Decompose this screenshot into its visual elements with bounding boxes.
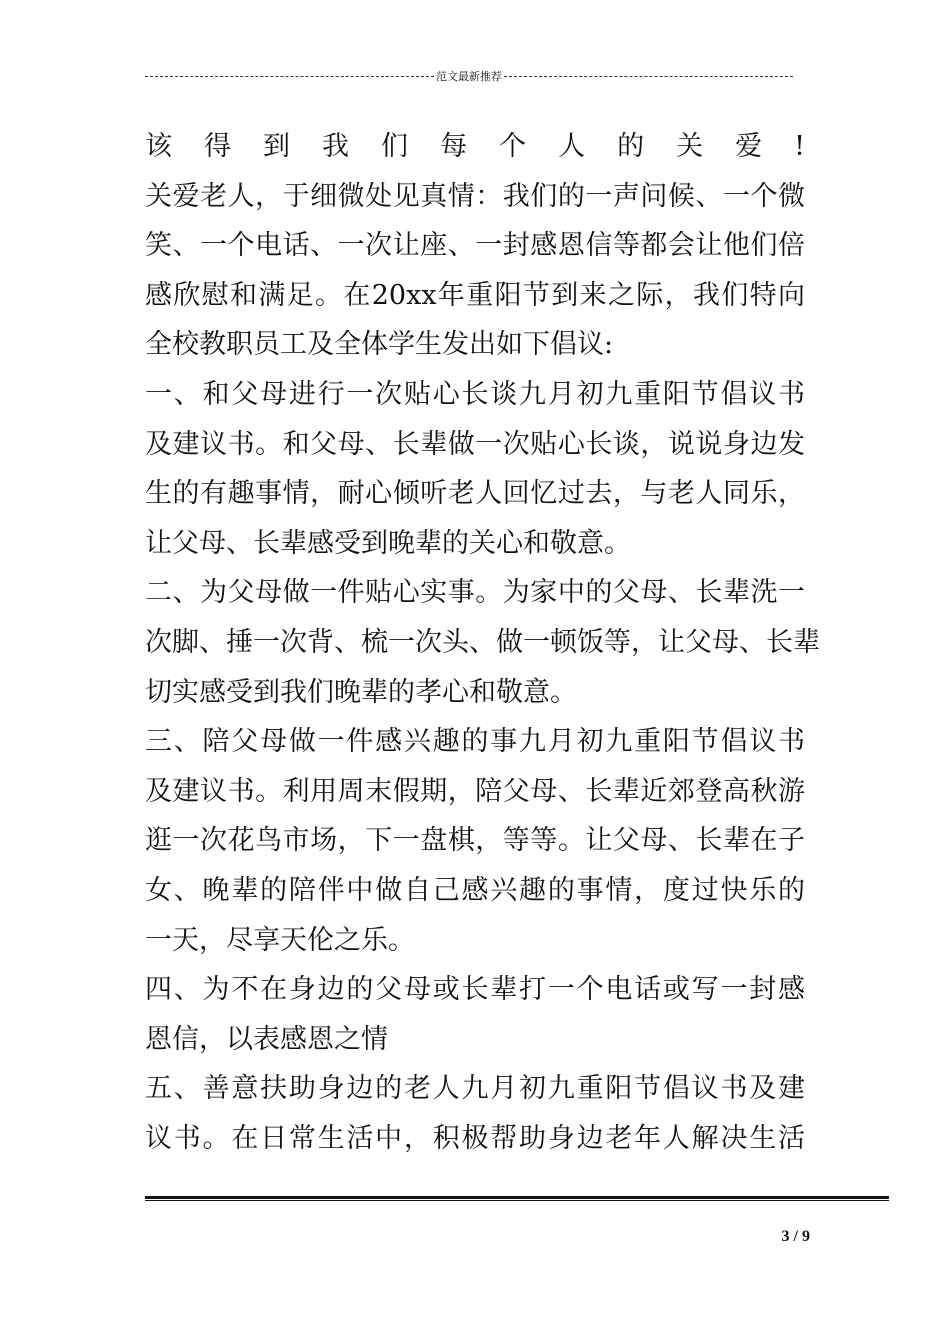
body-line: 一、和父母进行一次贴心长谈九月初九重阳节倡议书 — [145, 378, 805, 410]
body-line: 逛一次花鸟市场，下一盘棋，等等。让父母、长辈在子 — [145, 825, 805, 857]
body-line: 生的有趣事情，耐心倾听老人回忆过去，与老人同乐， — [145, 478, 805, 510]
body-line: 五、善意扶助身边的老人九月初九重阳节倡议书及建 — [145, 1073, 805, 1105]
body-line: 次脚、捶一次背、梳一次头、做一顿饭等，让父母、长辈 — [145, 626, 820, 658]
header-title: 范文最新推荐 — [436, 70, 502, 83]
body-line: 一天，尽享天伦之乐。 — [145, 924, 415, 956]
body-line: 恩信，以表感恩之情 — [145, 1023, 388, 1055]
body-line: 全校教职员工及全体学生发出如下倡议: — [145, 329, 614, 361]
body-line: 该得到我们每个人的关爱! — [145, 131, 805, 162]
body-line: 及建议书。利用周末假期，陪父母、长辈近郊登高秋游 — [145, 775, 805, 807]
body-line: 三、陪父母做一件感兴趣的事九月初九重阳节倡议书 — [145, 726, 805, 758]
document-body — [145, 122, 820, 1163]
footer-rule — [145, 1196, 889, 1200]
body-line: 关爱老人，于细微处见真情：我们的一声问候、一个微 — [145, 180, 805, 212]
header-dash-left — [145, 76, 434, 77]
body-line: 女、晚辈的陪伴中做自己感兴趣的事情，度过快乐的 — [145, 874, 805, 906]
page-header — [145, 66, 793, 86]
body-line: 二、为父母做一件贴心实事。为家中的父母、长辈洗一 — [145, 577, 805, 609]
body-line: 切实感受到我们晚辈的孝心和敬意。 — [145, 676, 577, 708]
body-line: 四、为不在身边的父母或长辈打一个电话或写一封感 — [145, 974, 805, 1006]
body-line: 笑、一个电话、一次让座、一封感恩信等都会让他们倍 — [145, 230, 805, 262]
body-line: 议书。在日常生活中，积极帮助身边老年人解决生活 — [145, 1122, 805, 1154]
page-number: 3 / 9 — [781, 1228, 810, 1245]
header-dash-right — [504, 76, 793, 77]
footer-rule-thick — [145, 1196, 889, 1199]
body-line: 让父母、长辈感受到晚辈的关心和敬意。 — [145, 527, 631, 559]
footer-rule-thin — [145, 1200, 889, 1201]
body-line: 及建议书。和父母、长辈做一次贴心长谈，说说身边发 — [145, 428, 805, 460]
body-line: 感欣慰和满足。在20xx年重阳节到来之际，我们特向 — [145, 279, 805, 311]
